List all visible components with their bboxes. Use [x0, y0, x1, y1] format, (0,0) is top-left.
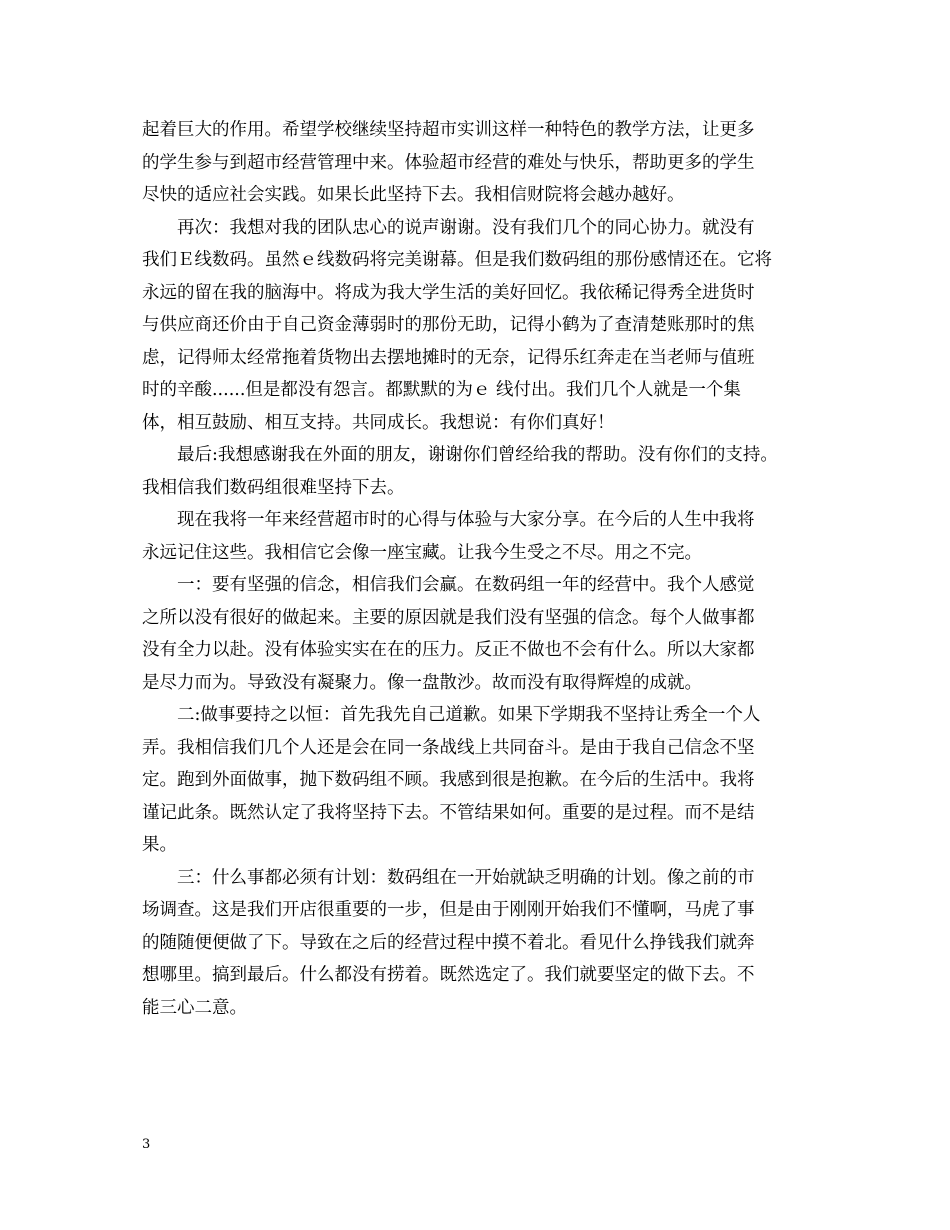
text-line: 虑，记得师太经常拖着货物出去摆地摊时的无奈，记得乐红奔走在当老师与值班 [142, 347, 755, 368]
text-line: 三：什么事都必须有计划：数码组在一开始就缺乏明确的计划。像之前的市 [142, 867, 755, 888]
text-line: 体，相互鼓励、相互支持。共同成长。我想说：有你们真好！ [142, 412, 615, 433]
text-line: 永远记住这些。我相信它会像一座宝藏。让我今生受之不尽。用之不完。 [142, 542, 702, 563]
text-line: 的学生参与到超市经营管理中来。体验超市经营的难处与快乐，帮助更多的学生 [142, 152, 755, 173]
text-line: 时的辛酸......但是都没有怨言。都默默的为ｅ 线付出。我们几个人就是一个集 [142, 380, 741, 400]
text-line: 起着巨大的作用。希望学校继续坚持超市实训这样一种特色的教学方法，让更多 [142, 120, 755, 140]
text-line: 果。 [142, 835, 177, 855]
text-line: 现在我将一年来经营超市时的心得与体验与大家分享。在今后的人生中我将 [142, 510, 755, 530]
text-line: 永远的留在我的脑海中。将成为我大学生活的美好回忆。我依稀记得秀全进货时 [142, 282, 755, 303]
text-line: 我们Ｅ线数码。虽然ｅ线数码将完美谢幕。但是我们数码组的那份感情还在。它将 [142, 250, 772, 270]
text-line: 是尽力而为。导致没有凝聚力。像一盘散沙。故而没有取得辉煌的成就。 [142, 672, 702, 693]
text-line: 尽快的适应社会实践。如果长此坚持下去。我相信财院将会越办越好。 [142, 185, 685, 205]
page-number: 3 [142, 1137, 151, 1152]
text-line: 与供应商还价由于自己资金薄弱时的那份无助，记得小鹤为了查清楚账那时的焦 [142, 315, 755, 335]
text-line: 之所以没有很好的做起来。主要的原因就是我们没有坚强的信念。每个人做事都 [142, 607, 755, 628]
text-line: 想哪里。搞到最后。什么都没有捞着。既然选定了。我们就要坚定的做下去。不 [142, 965, 755, 985]
text-line: 二:做事要持之以恒：首先我先自己道歉。如果下学期我不坚持让秀全一个人 [142, 705, 761, 725]
body-text [142, 114, 820, 1024]
text-line: 我相信我们数码组很难坚持下去。 [142, 477, 405, 498]
text-line: 谨记此条。既然认定了我将坚持下去。不管结果如何。重要的是过程。而不是结 [142, 802, 755, 823]
text-line: 一：要有坚强的信念，相信我们会赢。在数码组一年的经营中。我个人感觉 [142, 575, 755, 595]
text-line: 能三心二意。 [142, 997, 247, 1018]
text-line: 再次：我想对我的团队忠心的说声谢谢。没有我们几个的同心协力。就没有 [142, 217, 755, 238]
text-line: 弄。我相信我们几个人还是会在同一条战线上共同奋斗。是由于我自己信念不坚 [142, 737, 755, 758]
text-line: 场调查。这是我们开店很重要的一步，但是由于刚刚开始我们不懂啊，马虎了事 [142, 900, 755, 920]
text-line: 定。跑到外面做事，抛下数码组不顾。我感到很是抱歉。在今后的生活中。我将 [142, 770, 755, 790]
text-line: 最后:我想感谢我在外面的朋友，谢谢你们曾经给我的帮助。没有你们的支持。 [142, 445, 778, 465]
text-line: 没有全力以赴。没有体验实实在在的压力。反正不做也不会有什么。所以大家都 [142, 640, 755, 660]
text-line: 的随随便便做了下。导致在之后的经营过程中摸不着北。看见什么挣钱我们就奔 [142, 932, 755, 953]
